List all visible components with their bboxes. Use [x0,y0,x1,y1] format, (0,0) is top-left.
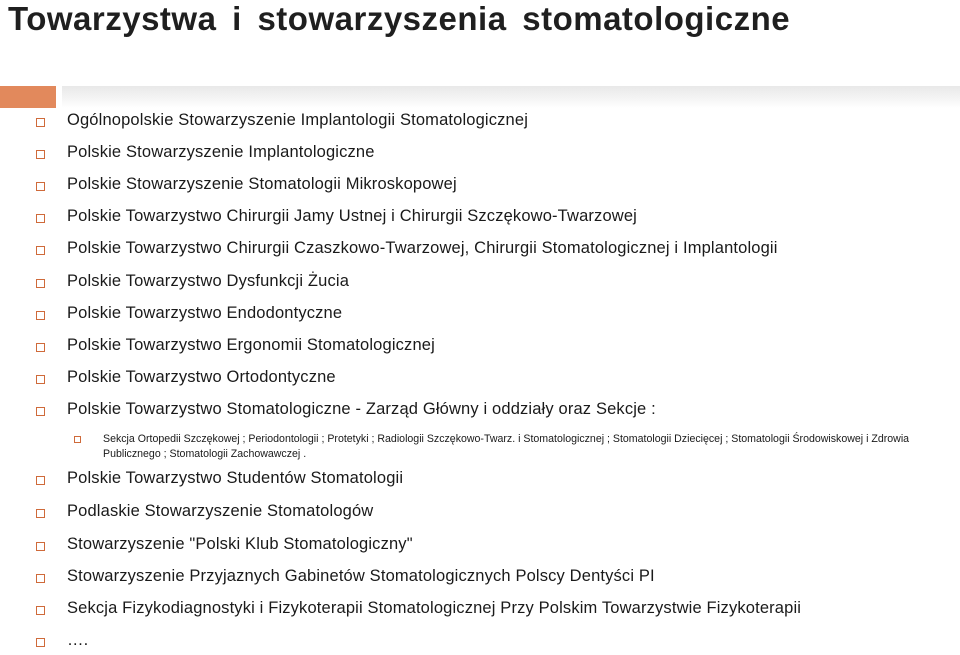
title-divider [62,86,960,108]
accent-bar [0,86,56,108]
sub-list-item [0,432,960,464]
square-bullet-icon [36,214,45,223]
square-sub-bullet-icon [74,436,81,443]
sections-text: Sekcja Ortopedii Szczękowej ; Periodontologii ; Protetyki ; Radiologii Szczękowo-Twarz. i Stomatologicznej ; Stomatologii Dziecięcej ; Stomatologii Środowiskowej i Zdrowia Publicznego ; Stomatologii Zachowawczej . [103,433,910,460]
square-bullet-icon [36,606,45,615]
square-bullet-icon [36,638,45,647]
square-bullet-icon [36,279,45,288]
square-bullet-icon [36,542,45,551]
page-title: Towarzystwa i stowarzyszenia stomatologiczne [8,0,791,37]
square-bullet-icon [36,182,45,191]
square-bullet-icon [36,343,45,352]
square-bullet-icon [36,311,45,320]
square-bullet-icon [36,407,45,416]
square-bullet-icon [36,476,45,485]
square-bullet-icon [36,375,45,384]
square-bullet-icon [36,574,45,583]
square-bullet-icon [36,150,45,159]
square-bullet-icon [36,246,45,255]
square-bullet-icon [36,118,45,127]
square-bullet-icon [36,509,45,518]
